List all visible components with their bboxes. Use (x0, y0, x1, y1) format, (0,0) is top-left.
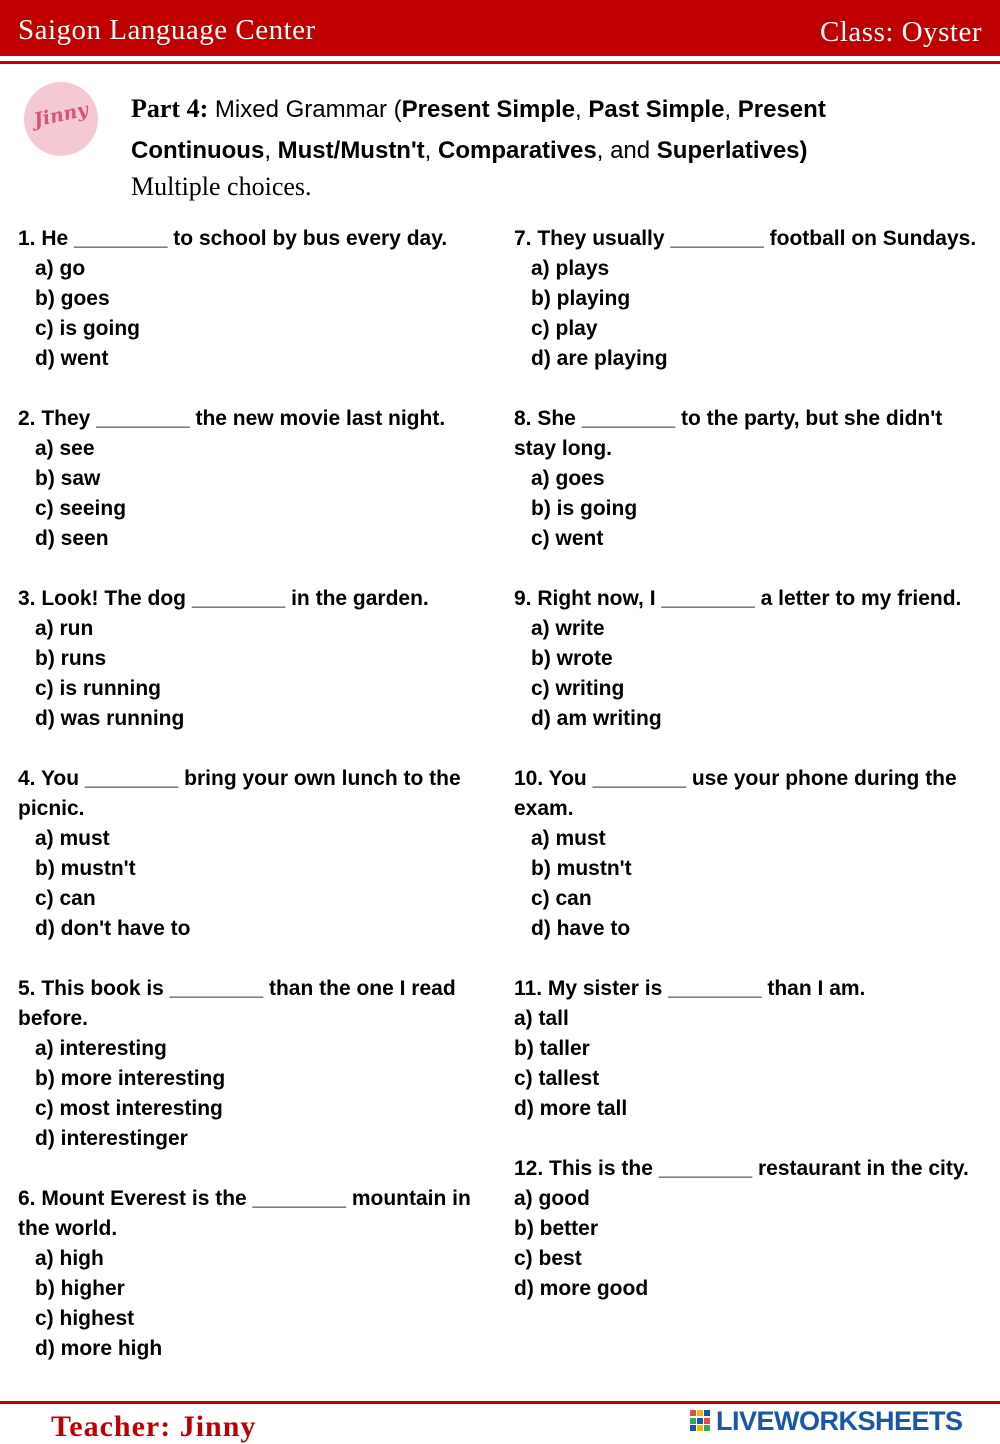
answer-option[interactable]: c) seeing (35, 497, 127, 520)
answer-option[interactable]: b) is going (531, 497, 638, 520)
answer-option[interactable]: a) run (35, 617, 94, 640)
answer-option[interactable]: d) more high (35, 1337, 163, 1360)
answer-option[interactable]: a) see (35, 437, 95, 460)
answer-option[interactable]: d) was running (35, 707, 185, 730)
liveworksheets-wordmark: LIVEWORKSHEETS (716, 1405, 963, 1436)
question-stem: 10. You ________ use your phone during the exam. (514, 767, 957, 820)
answer-option[interactable]: a) go (35, 257, 86, 280)
question-stem: 4. You ________ bring your own lunch to the picnic. (18, 767, 461, 820)
topic-present-continuous: Present Continuous (131, 96, 826, 164)
answer-option[interactable]: b) higher (35, 1277, 125, 1300)
topic-present-simple: Present Simple (401, 96, 576, 123)
liveworksheets-icon (690, 1410, 712, 1432)
separator: , and (596, 137, 657, 164)
answer-option[interactable]: d) more tall (514, 1097, 628, 1120)
question-stem: 2. They ________ the new movie last night. (18, 407, 446, 430)
answer-option[interactable]: b) more interesting (35, 1067, 226, 1090)
question-block (18, 584, 496, 734)
question-stem: 12. This is the ________ restaurant in the city. (514, 1157, 969, 1180)
answer-option[interactable]: d) went (35, 347, 109, 370)
answer-option[interactable]: b) runs (35, 647, 107, 670)
teacher-name: Teacher: Jinny (51, 1410, 257, 1443)
answer-option[interactable]: c) is running (35, 677, 161, 700)
question-stem: 11. My sister is ________ than I am. (514, 977, 866, 1000)
answer-option[interactable]: a) must (35, 827, 110, 850)
header-bar (0, 0, 1000, 56)
question-block (514, 584, 984, 734)
part-heading (131, 88, 971, 171)
question-stem: 9. Right now, I ________ a letter to my friend. (514, 587, 962, 610)
answer-option[interactable]: c) writing (531, 677, 625, 700)
answer-option[interactable]: b) saw (35, 467, 101, 490)
separator: , (724, 96, 738, 123)
question-block (514, 404, 984, 554)
answer-option[interactable]: c) went (531, 527, 604, 550)
question-stem: 6. Mount Everest is the ________ mountain in the world. (18, 1187, 471, 1240)
instruction: Multiple choices. (131, 172, 312, 201)
header-divider (0, 61, 1000, 64)
jinny-logo (24, 82, 98, 156)
topic-past-simple: Past Simple (588, 96, 725, 123)
answer-option[interactable]: b) taller (514, 1037, 590, 1060)
separator: , (264, 137, 278, 164)
question-block (18, 1184, 496, 1364)
question-block (18, 764, 496, 944)
answer-option[interactable]: a) write (531, 617, 605, 640)
topic-must-mustnt: Must/Mustn't (277, 137, 425, 164)
answer-option[interactable]: c) can (35, 887, 96, 910)
answer-option[interactable]: b) mustn't (35, 857, 136, 880)
answer-option[interactable]: d) interestinger (35, 1127, 188, 1150)
answer-option[interactable]: c) is going (35, 317, 140, 340)
question-block (18, 224, 496, 374)
answer-option[interactable]: a) goes (531, 467, 605, 490)
question-block (514, 224, 984, 374)
answer-option[interactable]: d) am writing (531, 707, 662, 730)
answer-option[interactable]: a) good (514, 1187, 590, 1210)
liveworksheets-logo (690, 1406, 963, 1436)
answer-option[interactable]: b) better (514, 1217, 598, 1240)
answer-option[interactable]: c) play (531, 317, 598, 340)
topic-superlatives: Superlatives) (656, 137, 808, 164)
answer-option[interactable]: a) must (531, 827, 606, 850)
answer-option[interactable]: a) tall (514, 1007, 569, 1030)
separator: , (575, 96, 589, 123)
answer-option[interactable]: c) most interesting (35, 1097, 223, 1120)
answer-option[interactable]: b) goes (35, 287, 110, 310)
answer-option[interactable]: d) have to (531, 917, 631, 940)
logo-text: Jinny (31, 98, 91, 132)
answer-option[interactable]: a) high (35, 1247, 104, 1270)
class-name: Class: Oyster (820, 16, 982, 48)
part-label: Part 4: (131, 94, 209, 123)
answer-option[interactable]: b) mustn't (531, 857, 632, 880)
answer-option[interactable]: c) tallest (514, 1067, 600, 1090)
question-stem: 7. They usually ________ football on Sundays. (514, 227, 977, 250)
school-name: Saigon Language Center (18, 14, 316, 46)
question-stem: 5. This book is ________ than the one I read before. (18, 977, 456, 1030)
answer-option[interactable]: b) wrote (531, 647, 613, 670)
answer-option[interactable]: c) highest (35, 1307, 135, 1330)
answer-option[interactable]: d) more good (514, 1277, 649, 1300)
question-block (514, 974, 984, 1124)
topic-comparatives: Comparatives (438, 137, 597, 164)
question-block (18, 974, 496, 1154)
questions-left-column (18, 224, 496, 1394)
question-block (514, 1154, 984, 1304)
questions-right-column (514, 224, 984, 1334)
answer-option[interactable]: a) interesting (35, 1037, 167, 1060)
answer-option[interactable]: d) are playing (531, 347, 668, 370)
question-block (514, 764, 984, 944)
part-intro: Mixed Grammar ( (208, 96, 402, 123)
answer-option[interactable]: a) plays (531, 257, 610, 280)
separator: , (424, 137, 439, 164)
answer-option[interactable]: d) seen (35, 527, 109, 550)
answer-option[interactable]: b) playing (531, 287, 631, 310)
question-block (18, 404, 496, 554)
question-stem: 1. He ________ to school by bus every day. (18, 227, 448, 250)
question-stem: 8. She ________ to the party, but she didn't stay long. (514, 407, 943, 460)
footer-divider (0, 1401, 1000, 1404)
answer-option[interactable]: c) can (531, 887, 592, 910)
question-stem: 3. Look! The dog ________ in the garden. (18, 587, 429, 610)
answer-option[interactable]: c) best (514, 1247, 582, 1270)
answer-option[interactable]: d) don't have to (35, 917, 191, 940)
